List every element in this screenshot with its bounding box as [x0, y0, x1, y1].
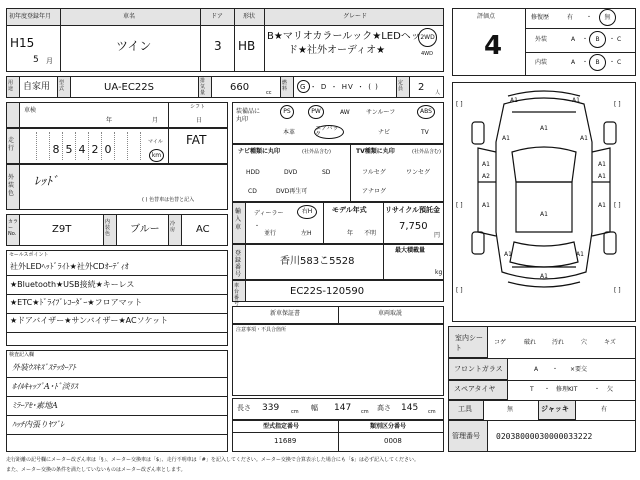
- mileage-digit-cell: 5: [63, 132, 76, 160]
- jack-label: ジャッキ: [541, 405, 569, 413]
- seat-label: 室内シート: [455, 334, 483, 352]
- fuel-options: G ・ D ・ HV ・ ( ): [300, 83, 379, 91]
- length-label: 長さ: [237, 404, 251, 412]
- width-label: 幅: [311, 404, 318, 412]
- dmg-a1-12: A1: [504, 251, 512, 258]
- capacity-label: 定員: [398, 80, 404, 92]
- notes-block: [232, 324, 444, 396]
- grade-line-2: ド★社外オーディオ★: [288, 45, 386, 56]
- notes-label: 注意事項・不具合箇所: [236, 327, 287, 333]
- footer-note-1: 走行距離の記号欄にメーター改ざん車は「§」、メーター交換車は「$」、走行不明車は「#」を記入してください。メーター交換で合算表示した場合にも「$」は必ず記入してください。: [6, 457, 420, 463]
- recycle-value: 7,750: [399, 221, 428, 232]
- shape: HB: [238, 39, 256, 53]
- max-load-label: 最大積載量: [395, 247, 426, 254]
- max-load-unit: kg: [435, 269, 443, 276]
- mileage-unit-km-circled: km: [149, 149, 164, 162]
- doors: 3: [214, 39, 222, 53]
- sales-point-4: ★ドアバイザー★サンバイザー★ACソケット: [10, 316, 169, 325]
- interior-color-value: ブルー: [130, 224, 160, 235]
- dmg-a1-8: A1: [598, 173, 606, 180]
- length-value: 339: [262, 403, 280, 413]
- inspection-label: 車検: [24, 107, 37, 114]
- seat-item-stain: 汚れ: [552, 339, 565, 346]
- sales-point-3: ★ETC★ﾄﾞﾗｲﾌﾞﾚｺｰﾀﾞｰ★フロアマット: [10, 298, 143, 307]
- bracket-ml: [ ]: [456, 202, 463, 209]
- mileage-digit-cell: [128, 132, 141, 160]
- capacity-value: 2: [418, 82, 425, 93]
- spare-missing: 欠: [607, 386, 614, 393]
- model-label: 型式: [59, 80, 65, 92]
- import-dot: ・: [254, 223, 261, 230]
- ext-grade-a: A: [571, 36, 576, 43]
- navi-cd: CD: [248, 188, 257, 195]
- mileage-digit-cell: [24, 132, 37, 160]
- model-year-unknown: 不明: [364, 230, 377, 237]
- grade-line-1: B★マリオカラールック★LEDヘッ: [267, 31, 421, 42]
- designation-value: 11689: [274, 437, 297, 445]
- car-outline-diagram: [452, 82, 636, 322]
- spare-dot-2: ・: [594, 386, 601, 393]
- bracket-tr: [ ]: [614, 101, 621, 108]
- inspector-note-3: ﾐﾗｰｱｾ･素地A: [12, 401, 58, 410]
- use-label: 用途: [8, 80, 14, 92]
- height-unit: cm: [428, 409, 436, 415]
- mileage-unit-mile: マイル: [148, 139, 163, 145]
- drive-2wd-circled: 2WD: [418, 28, 437, 47]
- navi-dvd-play: DVD再生可: [276, 188, 308, 195]
- disp-label: 排気量: [200, 78, 206, 96]
- recycle-unit: 円: [434, 232, 441, 239]
- first-reg-label: 初年度登録年月: [9, 13, 52, 20]
- sales-point-1: 社外LEDﾍｯﾄﾞﾗｲﾄ★社外CDｵｰﾃﾞｨｵ: [10, 262, 129, 271]
- windshield-label: フロントガラス: [454, 365, 503, 373]
- new-car-warranty-label: 新車保証書: [270, 310, 301, 317]
- drive-4wd: 4WD: [421, 51, 433, 57]
- car-name: ツイン: [116, 39, 152, 53]
- sales-points-label: セールスポイント: [9, 252, 49, 258]
- mileage-digit-cell: [37, 132, 50, 160]
- windshield-replace: ×要交: [570, 366, 588, 373]
- mileage-digit-cell: 8: [50, 132, 63, 160]
- dmg-a1-7: A1: [598, 161, 606, 168]
- chassis-value: EC22S-120590: [290, 286, 365, 297]
- dmg-a1-13: A1: [576, 251, 584, 258]
- ext-grade-b-circled: B: [589, 31, 606, 48]
- management-number-value: 02038000030000033222: [496, 432, 593, 441]
- spare-dot-1: ・: [544, 386, 551, 393]
- ac-value: AC: [196, 224, 210, 235]
- dmg-a1-10: A1: [598, 202, 606, 209]
- bracket-br: [ ]: [614, 287, 621, 294]
- dmg-a1-2: A1: [572, 97, 580, 104]
- reg-year: H15: [10, 36, 35, 50]
- use-value: 自家用: [23, 82, 51, 92]
- dmg-a2: A2: [482, 173, 490, 180]
- navi-dvd: DVD: [284, 169, 298, 176]
- navi-type-label: ナビ種類に丸印: [238, 148, 281, 155]
- disp-unit: cc: [266, 90, 272, 96]
- color-code-row: [6, 214, 228, 246]
- interior-grade-label: 内装: [535, 59, 548, 66]
- tv-type-sub: (社外品含む): [412, 149, 441, 155]
- grade-label: グレード: [343, 13, 368, 20]
- spare-tire-label: スペアタイヤ: [454, 385, 496, 393]
- repair-history-label: 修復歴: [531, 14, 550, 21]
- footer-note-2: また、メーター交換の条件を満たしていないものはメーター改ざん車とします。: [6, 467, 186, 473]
- sales-point-2: ★Bluetooth★USB接続★キーレス: [10, 280, 135, 289]
- inspector-notes-label: 検査記入欄: [9, 352, 35, 358]
- tv-oneseg: ワンセグ: [406, 169, 431, 176]
- equip-aw: AW: [340, 109, 350, 116]
- auction-sheet: 初年度登録年月 車名 ドア 形状 グレード H15 5 月 ツイン 3 HB B★マリオカラールック★LEDヘッ ド★社外オーディオ★ 2WD 4WD 用途 自家用 型式 UA-EC22S 排気量 660 cc 燃料 G ・ D ・ HV ・ ( ) 定員 2 人 評価点 4 修復歴 有 ・ 無 外装 A ・ B ・ C 内装 A ・ B ・ C [ ] [ ] [ ] [ ] [ ] [ ] A1 A1 A1 A1 A1 A1 A1 A2 A1 A1 A1 A1 A1 A1 A1 車検 年 月 日 走行 8 5 4 2 0 マイル km シフト FAT 外装色 ﾚｯﾄﾞ ( ) 色替車は色替と記入 カラー No. Z9T 内装色 ブルー 冷房 AC セールスポイント 社外LEDﾍｯﾄﾞﾗｲﾄ★社外CDｵｰﾃﾞｨｵ ★Bluetooth★USB接続★キーレス ★ETC★ﾄﾞﾗｲﾌﾞﾚｺｰﾀﾞｰ★フロアマット ★ドアバイザー★サンバイザー★ACソケット 検査記入欄 外装ｳｽｷｽﾞｽﾃｯｶｰｱﾄ ﾎｲﾙｷｬｯﾌﾟA･ﾄﾞ淡ﾘｽ ﾐﾗｰｱｾ･素地A ﾊｯﾁ内張りﾔﾌﾞﾚ 装備品に丸印 PS PW AW サンルーフ ABS 本革 エアバック ナビ TV ナビ種類に丸印 (社外品含む) HDD DVD SD CD DVD再生可 TV種類に丸印 (社外品含む) フルセグ ワンセグ アナログ 輸入車 ディーラー 右H ・ 並行 左H モデル年式 年 不明 リサイクル預託金 7,750 円 登録番号 香川583こ5528 最大積載量 kg 車台番号 EC22S-120590 新車保証書 車両取説 注意事項・不具合箇所 長さ 339 cm 幅 147 cm 高さ 145 cm 型式指定番号 11689 類別区分番号 0008 室内シート コゲ 破れ 汚れ 穴 キズ フロントガラス A ・ ×要交 スペアタイヤ T ・ 修理KIT ・ 欠 工具 無 ジャッキ 有 管理番号 02038000030000033222 走行距離の記号欄にメーター改ざん車は「§」、メーター交換車は「$」、走行不明車は「#」を記入してください。メーター交換で合算表示した場合にも「$」は必ず記入してください。 また、メーター交換の条件を満たしていないものはメーター改ざん車とします。: [0, 0, 640, 480]
- model-year-label: モデル年式: [332, 206, 367, 214]
- vehicle-manual-label: 車両取説: [378, 310, 403, 317]
- repair-yes: 有: [567, 14, 574, 21]
- model-year-unit: 年: [347, 230, 354, 237]
- reg-month-unit: 月: [46, 57, 53, 65]
- dmg-a1-9: A1: [482, 202, 490, 209]
- shift-label: シフト: [190, 104, 206, 110]
- bracket-bl: [ ]: [456, 287, 463, 294]
- mileage-label: 走行: [8, 137, 15, 152]
- import-parallel: 並行: [264, 230, 277, 237]
- spare-t: T: [530, 386, 534, 393]
- int-grade-c: C: [617, 59, 622, 66]
- equip-abs-circled: ABS: [417, 105, 435, 119]
- bracket-tl: [ ]: [456, 101, 463, 108]
- model-value: UA-EC22S: [104, 82, 154, 93]
- color-no-label: カラー No.: [8, 219, 19, 237]
- capacity-unit: 人: [435, 90, 441, 96]
- ext-grade-c: C: [617, 36, 622, 43]
- registration-label: 登録番号: [235, 250, 242, 278]
- color-no-value: Z9T: [52, 224, 72, 235]
- mileage-digit-cell: 0: [102, 132, 115, 160]
- class-number-value: 0008: [384, 437, 402, 445]
- equip-airbag-circled: エアバック: [314, 125, 344, 139]
- exterior-color-value: ﾚｯﾄﾞ: [34, 174, 59, 188]
- dmg-a1-6: A1: [482, 161, 490, 168]
- score-label: 評価点: [477, 13, 496, 20]
- mileage-digit-cell: 4: [76, 132, 89, 160]
- tools-label: 工具: [458, 405, 472, 413]
- registration-value: 香川583こ5528: [280, 256, 355, 267]
- navi-sd: SD: [322, 169, 331, 176]
- tools-value: 無: [507, 406, 514, 413]
- seat-item-scratch: キズ: [604, 339, 616, 346]
- height-value: 145: [401, 403, 419, 413]
- equip-tv: TV: [421, 129, 429, 136]
- class-number-label: 類別区分番号: [370, 423, 407, 430]
- handle-right-circled: 右H: [297, 205, 317, 219]
- shift-value: FAT: [186, 133, 207, 147]
- handle-left: 左H: [301, 230, 312, 237]
- ac-label: 冷房: [170, 221, 176, 233]
- shape-label: 形状: [243, 13, 256, 20]
- height-label: 高さ: [377, 404, 391, 412]
- dmg-a1-11: A1: [540, 211, 548, 218]
- tv-type-label: TV種類に丸印: [356, 148, 395, 155]
- header-labels-row: [6, 8, 444, 26]
- inspector-note-2: ﾎｲﾙｷｬｯﾌﾟA･ﾄﾞ淡ﾘｽ: [12, 382, 78, 391]
- reg-month: 5: [33, 55, 39, 65]
- jack-value: 有: [601, 406, 608, 413]
- fuel-label: 燃料: [282, 80, 288, 92]
- seat-item-hole: 穴: [581, 339, 588, 346]
- navi-type-sub: (社外品含む): [302, 149, 331, 155]
- recycle-label: リサイクル預託金: [385, 206, 441, 214]
- import-label: 輸入車: [235, 208, 242, 231]
- dmg-a1-4: A1: [502, 135, 510, 142]
- door-label: ドア: [211, 13, 223, 20]
- score-value: 4: [484, 31, 503, 61]
- import-dealer: ディーラー: [254, 210, 284, 217]
- interior-color-label: 内装色: [105, 219, 111, 237]
- mileage-digit-cell: [115, 132, 128, 160]
- exterior-color-label: 外装色: [8, 174, 15, 197]
- equip-navi: ナビ: [378, 129, 391, 136]
- insp-year-unit: 年: [106, 117, 113, 124]
- dmg-a1-3: A1: [540, 125, 548, 132]
- equipment-label: 装備品に丸印: [236, 108, 261, 123]
- int-grade-b-circled: B: [589, 54, 606, 71]
- width-unit: cm: [361, 409, 369, 415]
- seat-item-burn: コゲ: [494, 339, 507, 346]
- bracket-mr: [ ]: [614, 202, 621, 209]
- mileage-digits: [24, 132, 144, 160]
- width-value: 147: [334, 403, 352, 413]
- tv-fullseg: フルセグ: [362, 169, 386, 176]
- equip-pw-circled: PW: [308, 105, 324, 119]
- designation-label: 型式指定番号: [263, 423, 300, 430]
- dmg-a1-1: A1: [510, 97, 518, 104]
- equip-leather: 本革: [283, 129, 296, 136]
- equip-sunroof: サンルーフ: [366, 109, 396, 116]
- equip-ps-circled: PS: [280, 105, 294, 119]
- exterior-grade-label: 外装: [535, 36, 548, 43]
- car-name-label: 車名: [123, 13, 136, 20]
- management-number-label: 管理番号: [452, 432, 480, 440]
- disp-value: 660: [230, 82, 250, 93]
- seat-item-tear: 破れ: [524, 339, 537, 346]
- length-unit: cm: [291, 409, 299, 415]
- windshield-a: A: [534, 366, 539, 373]
- chassis-label: 車台番号: [234, 283, 240, 307]
- inspector-note-1: 外装ｳｽｷｽﾞｽﾃｯｶｰｱﾄ: [12, 363, 76, 372]
- exterior-color-note: ( ) 色替車は色替と記入: [142, 197, 195, 203]
- spare-repair-kit: 修理KIT: [556, 386, 578, 393]
- tv-analog: アナログ: [362, 188, 387, 195]
- dmg-a1-5: A1: [580, 135, 588, 142]
- navi-hdd: HDD: [246, 169, 260, 176]
- dmg-a1-14: A1: [540, 273, 548, 280]
- repair-no-circled: 無: [599, 9, 616, 26]
- int-grade-a: A: [571, 59, 576, 66]
- insp-day-unit: 日: [196, 117, 203, 124]
- windshield-dot: ・: [552, 366, 559, 373]
- mileage-digit-cell: 2: [89, 132, 102, 160]
- insp-month-unit: 月: [152, 117, 159, 124]
- inspector-note-4: ﾊｯﾁ内張りﾔﾌﾞﾚ: [12, 420, 64, 429]
